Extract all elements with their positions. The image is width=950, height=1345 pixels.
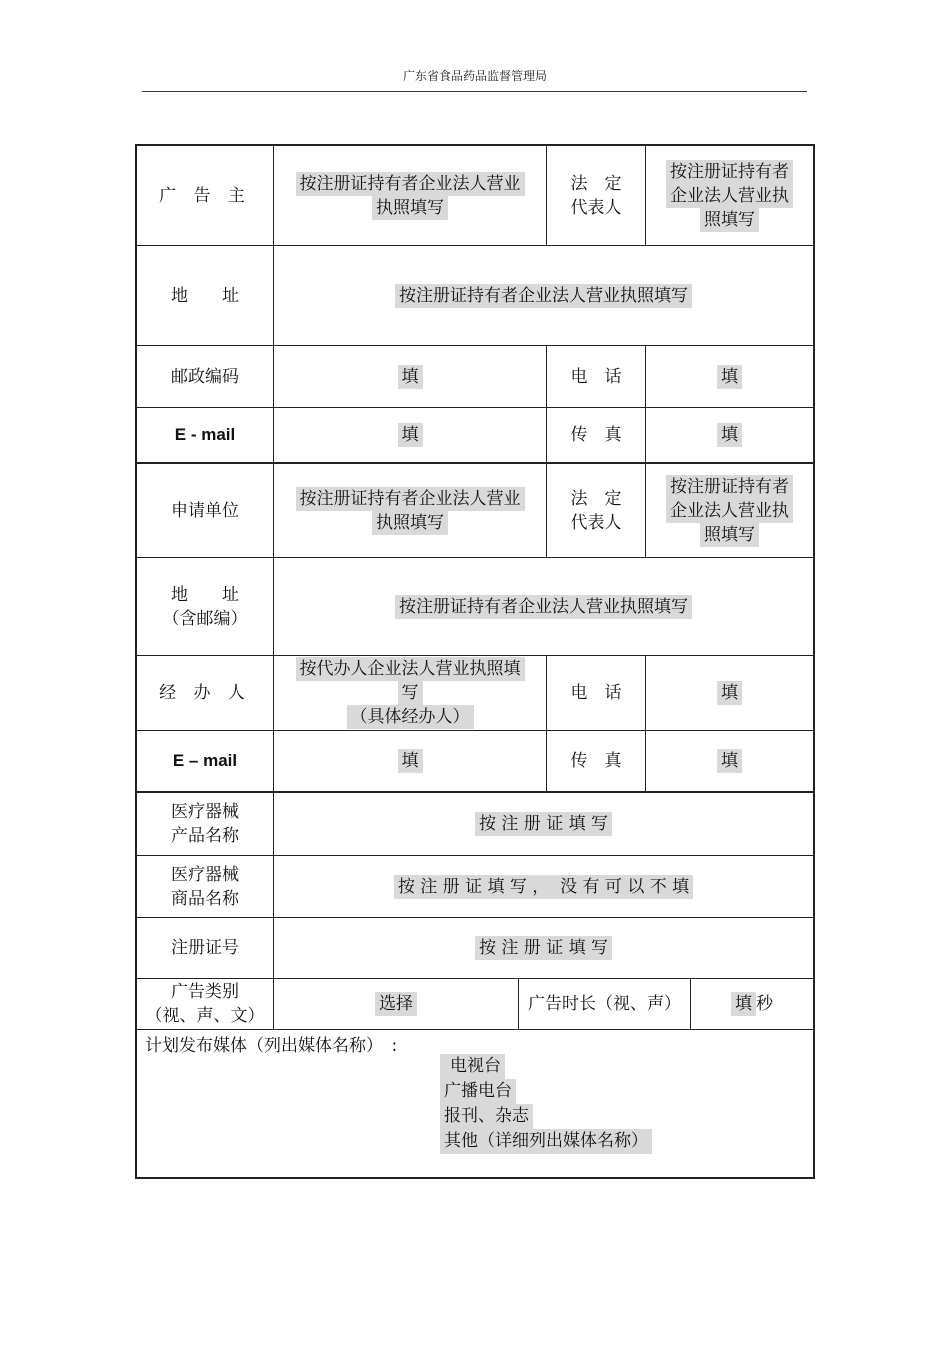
email1-value: 填: [398, 423, 423, 447]
fax2-label: 传 真: [570, 751, 622, 771]
media-item-tv[interactable]: 电视台: [440, 1054, 505, 1079]
applicant-label-cell: [137, 464, 274, 558]
fax2-value-cell[interactable]: [646, 731, 813, 793]
advertiser-rep-label-cell: [547, 146, 646, 246]
trade-name-label-cell: [137, 856, 274, 918]
page-header: 广东省食品药品监督管理局: [402, 69, 547, 83]
advertiser-value-cell[interactable]: [274, 146, 547, 246]
trade-name-label-line1: 医疗器械: [171, 864, 239, 885]
phone1-label-cell: [547, 346, 646, 408]
ad-type-value-cell[interactable]: [274, 979, 519, 1030]
applicant-rep-label-cell: [547, 464, 646, 558]
email1-label: E - mail: [174, 425, 236, 444]
fax1-value: 填: [717, 423, 742, 447]
advertiser-label-cell: [137, 146, 274, 246]
phone1-value: 填: [717, 365, 742, 389]
address-label-cell: [137, 246, 274, 346]
advertiser-value-line1: 按注册证持有者企业法人营业: [296, 172, 525, 196]
handler-value-cell[interactable]: [274, 656, 547, 731]
advertiser-rep-value-line3: 照填写: [700, 208, 759, 232]
ad-duration-unit: 秒: [756, 994, 773, 1014]
advertiser-rep-label-line1: 法 定: [570, 173, 622, 194]
handler-label: 经 办 人: [159, 683, 251, 703]
postal-value: 填: [398, 365, 423, 389]
advertiser-label: 广 告 主: [159, 185, 251, 206]
email2-label-cell: [137, 731, 274, 793]
trade-name-value: 按 注 册 证 填 写 ， 没 有 可 以 不 填: [394, 875, 693, 899]
phone1-label: 电 话: [570, 366, 622, 387]
phone2-label-cell: [547, 656, 646, 731]
postal-label-cell: [137, 346, 274, 408]
advertiser-rep-value-line1: 按注册证持有者: [666, 160, 793, 184]
applicant-rep-value-cell[interactable]: [646, 464, 813, 558]
fax2-value: 填: [717, 749, 742, 773]
header-rule: [142, 91, 807, 92]
applicant-address-value: 按注册证持有者企业法人营业执照填写: [395, 595, 692, 619]
postal-value-cell[interactable]: [274, 346, 547, 408]
email1-value-cell[interactable]: [274, 408, 547, 464]
media-title: 计划发布媒体（列出媒体名称） :: [145, 1036, 398, 1056]
applicant-label: 申请单位: [171, 500, 239, 521]
address-value-cell[interactable]: [274, 246, 813, 346]
applicant-rep-label-line1: 法 定: [570, 488, 622, 509]
phone1-value-cell[interactable]: [646, 346, 813, 408]
product-name-label-cell: [137, 793, 274, 856]
phone2-value-cell[interactable]: [646, 656, 813, 731]
fax1-value-cell[interactable]: [646, 408, 813, 464]
ad-duration-label-cell: [519, 979, 691, 1030]
handler-value-line3: （具体经办人）: [347, 705, 474, 729]
advertiser-rep-value-cell[interactable]: [646, 146, 813, 246]
applicant-rep-value-line3: 照填写: [700, 523, 759, 547]
product-name-label-line1: 医疗器械: [171, 802, 239, 822]
ad-duration-value-cell[interactable]: [691, 979, 813, 1030]
media-section: [137, 1030, 813, 1180]
ad-type-value: 选择: [375, 992, 417, 1016]
media-item-other[interactable]: 其他（详细列出媒体名称）: [440, 1129, 652, 1154]
reg-no-label-cell: [137, 918, 274, 979]
reg-no-value-cell[interactable]: [274, 918, 813, 979]
handler-value-line1: 按代办人企业法人营业执照填: [296, 657, 525, 681]
application-form-table: [135, 144, 815, 1179]
fax2-label-cell: [547, 731, 646, 793]
applicant-address-label-line1: 地 址: [171, 584, 239, 605]
applicant-rep-label-line2: 代表人: [570, 512, 622, 533]
product-name-value: 按 注 册 证 填 写: [475, 812, 612, 836]
ad-type-label-cell: [137, 979, 274, 1030]
handler-value-line2: 写: [398, 681, 423, 705]
applicant-rep-value-line2: 企业法人营业执: [666, 499, 793, 523]
ad-type-label-line1: 广告类别: [171, 982, 239, 1002]
reg-no-value: 按 注 册 证 填 写: [475, 936, 612, 960]
applicant-value-line2: 执照填写: [372, 511, 448, 535]
trade-name-value-cell[interactable]: [274, 856, 813, 918]
media-item-radio[interactable]: 广播电台: [440, 1079, 516, 1104]
phone2-label: 电 话: [570, 683, 622, 703]
applicant-value-cell[interactable]: [274, 464, 547, 558]
applicant-address-label-cell: [137, 558, 274, 656]
product-name-label-line2: 产品名称: [171, 826, 239, 846]
product-name-value-cell[interactable]: [274, 793, 813, 856]
advertiser-rep-label-line2: 代表人: [570, 197, 622, 218]
applicant-address-label-line2: （含邮编）: [162, 608, 248, 629]
ad-duration-value: 填: [731, 992, 756, 1016]
address-value: 按注册证持有者企业法人营业执照填写: [395, 284, 692, 308]
reg-no-label: 注册证号: [171, 938, 239, 958]
media-list: [440, 1054, 652, 1154]
ad-duration-label: 广告时长（视、声）: [528, 994, 681, 1014]
email1-label-cell: [137, 408, 274, 464]
email2-value-cell[interactable]: [274, 731, 547, 793]
ad-type-label-line2: （视、声、文）: [145, 1006, 265, 1026]
address-label: 地 址: [171, 285, 239, 306]
media-item-press[interactable]: 报刊、杂志: [440, 1104, 533, 1129]
applicant-address-value-cell[interactable]: [274, 558, 813, 656]
email2-label: E – mail: [172, 751, 238, 770]
handler-label-cell: [137, 656, 274, 731]
trade-name-label-line2: 商品名称: [171, 888, 239, 909]
phone2-value: 填: [717, 681, 742, 705]
postal-label: 邮政编码: [171, 366, 239, 387]
applicant-value-line1: 按注册证持有者企业法人营业: [296, 487, 525, 511]
advertiser-rep-value-line2: 企业法人营业执: [666, 184, 793, 208]
email2-value: 填: [398, 749, 423, 773]
applicant-rep-value-line1: 按注册证持有者: [666, 475, 793, 499]
fax1-label-cell: [547, 408, 646, 464]
advertiser-value-line2: 执照填写: [372, 196, 448, 220]
fax1-label: 传 真: [570, 425, 622, 445]
